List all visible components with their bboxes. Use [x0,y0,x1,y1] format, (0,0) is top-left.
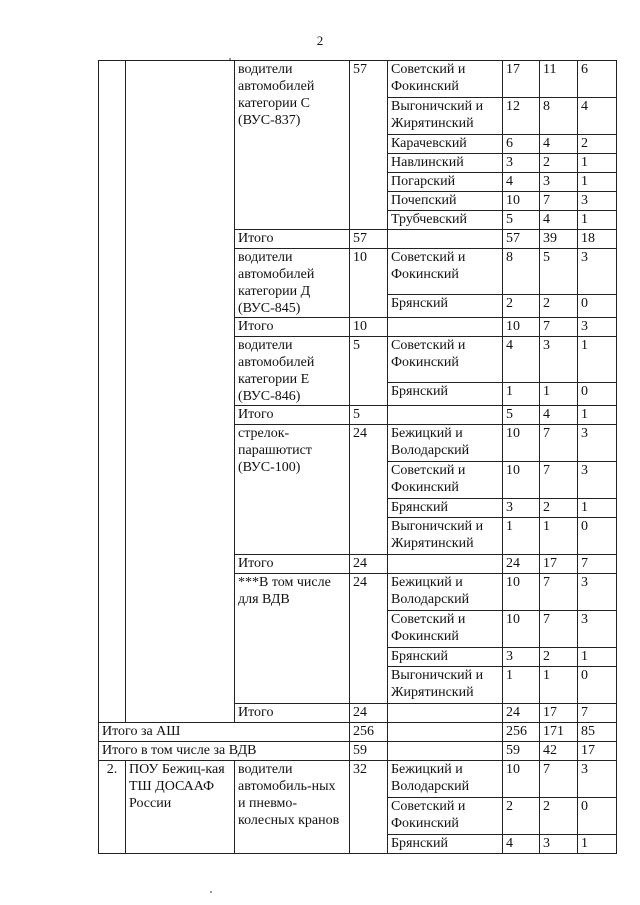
value-cell: 2 [540,294,578,317]
subtotal-count: 10 [350,318,388,337]
value-cell: 1 [578,406,617,425]
district-cell: Трубчевский [388,211,503,230]
subtotal-label: Итого [235,704,350,723]
value-cell: 0 [578,798,617,835]
value-cell: 3 [578,192,617,211]
subtotal-label: Итого [235,318,350,337]
value-cell: 7 [540,574,578,611]
value-cell: 0 [578,294,617,317]
district-cell: Бежицкий и Володарский [388,761,503,798]
category-count-cell: 32 [350,761,388,854]
subtotal-empty [388,406,503,425]
category-count-cell: 24 [350,425,388,555]
value-cell: 0 [578,382,617,405]
value-cell: 59 [503,742,540,761]
value-cell: 7 [578,704,617,723]
subtotal-count: 24 [350,555,388,574]
value-cell: 3 [578,574,617,611]
value-cell: 3 [578,425,617,462]
value-cell: 10 [503,574,540,611]
district-cell: Выгоничский и Жирятинский [388,518,503,555]
value-cell: 5 [503,406,540,425]
table-row [99,61,617,98]
value-cell: 1 [578,154,617,173]
category-count-cell: 57 [350,61,388,230]
organization-cell: ПОУ Бежиц-кая ТШ ДОСААФ России [126,761,235,854]
grand-total-row [99,723,617,742]
value-cell: 2 [540,154,578,173]
row-number-cell: 2. [99,761,126,854]
subtotal-count: 24 [350,704,388,723]
table-row [99,761,617,798]
subtotal-label: Итого [235,230,350,249]
value-cell: 0 [578,667,617,704]
value-cell: 7 [540,462,578,499]
value-cell: 1 [540,518,578,555]
value-cell: 171 [540,723,578,742]
district-cell: Карачевский [388,135,503,154]
district-cell: Выгоничский и Жирятинский [388,667,503,704]
value-cell: 3 [578,249,617,295]
value-cell: 3 [503,648,540,667]
grand-total-count: 256 [350,723,388,742]
value-cell: 10 [503,192,540,211]
value-cell: 1 [578,499,617,518]
subtotal-empty [388,704,503,723]
value-cell: 18 [578,230,617,249]
row-number-cell [99,61,126,723]
value-cell: 7 [540,425,578,462]
value-cell: 4 [578,98,617,135]
value-cell: 3 [503,154,540,173]
value-cell: 8 [540,98,578,135]
value-cell: 8 [503,249,540,295]
distribution-table [98,60,617,854]
district-cell: Советский и Фокинский [388,611,503,648]
value-cell: 2 [578,135,617,154]
subtotal-empty [388,318,503,337]
district-cell: Брянский [388,382,503,405]
district-cell: Советский и Фокинский [388,462,503,499]
value-cell: 3 [540,173,578,192]
value-cell: 24 [503,555,540,574]
value-cell: 3 [578,761,617,798]
value-cell: 3 [503,499,540,518]
district-cell: Советский и Фокинский [388,798,503,835]
district-cell: Советский и Фокинский [388,337,503,383]
value-cell: 7 [578,555,617,574]
subtotal-empty [388,555,503,574]
grand-total-empty [388,742,503,761]
value-cell: 1 [578,173,617,192]
grand-total-row [99,742,617,761]
subtotal-count: 5 [350,406,388,425]
value-cell: 7 [540,318,578,337]
value-cell: 2 [540,798,578,835]
district-cell: Погарский [388,173,503,192]
district-cell: Советский и Фокинский [388,249,503,295]
value-cell: 7 [540,611,578,648]
district-cell: Бежицкий и Володарский [388,574,503,611]
value-cell: 4 [503,835,540,854]
value-cell: 17 [503,61,540,98]
value-cell: 7 [540,761,578,798]
value-cell: 85 [578,723,617,742]
value-cell: 4 [540,406,578,425]
category-count-cell: 24 [350,574,388,704]
value-cell: 3 [578,462,617,499]
value-cell: 3 [540,835,578,854]
value-cell: 1 [540,382,578,405]
value-cell: 2 [540,648,578,667]
value-cell: 256 [503,723,540,742]
category-cell: водители автомобилей категории Д (ВУС-845) [235,249,350,318]
category-cell: ***В том числе для ВДВ [235,574,350,704]
value-cell: 5 [540,249,578,295]
value-cell: 6 [578,61,617,98]
district-cell: Навлинский [388,154,503,173]
value-cell: 4 [503,173,540,192]
value-cell: 4 [503,337,540,383]
district-cell: Бежицкий и Володарский [388,425,503,462]
value-cell: 1 [503,518,540,555]
district-cell: Брянский [388,294,503,317]
value-cell: 7 [540,192,578,211]
value-cell: 1 [503,667,540,704]
value-cell: 17 [578,742,617,761]
grand-total-label: Итого за АШ [99,723,350,742]
value-cell: 10 [503,611,540,648]
subtotal-count: 57 [350,230,388,249]
page-number: 2 [316,33,324,48]
subtotal-empty [388,230,503,249]
value-cell: 0 [578,518,617,555]
district-cell: Брянский [388,835,503,854]
subtotal-label: Итого [235,406,350,425]
value-cell: 3 [540,337,578,383]
value-cell: 39 [540,230,578,249]
value-cell: 2 [540,499,578,518]
category-cell: водители автомобилей категории С (ВУС-837) [235,61,350,230]
category-count-cell: 5 [350,337,388,406]
value-cell: 1 [578,835,617,854]
value-cell: 10 [503,761,540,798]
value-cell: 24 [503,704,540,723]
district-cell: Советский и Фокинский [388,61,503,98]
grand-total-label: Итого в том числе за ВДВ [99,742,350,761]
value-cell: 10 [503,462,540,499]
value-cell: 4 [540,211,578,230]
value-cell: 6 [503,135,540,154]
subtotal-label: Итого [235,555,350,574]
value-cell: 3 [578,611,617,648]
grand-total-count: 59 [350,742,388,761]
organization-cell [126,61,235,723]
value-cell: 11 [540,61,578,98]
value-cell: 4 [540,135,578,154]
value-cell: 10 [503,318,540,337]
category-count-cell: 10 [350,249,388,318]
value-cell: 1 [578,648,617,667]
value-cell: 1 [540,667,578,704]
category-cell: стрелок-парашютист (ВУС-100) [235,425,350,555]
value-cell: 2 [503,294,540,317]
value-cell: 17 [540,704,578,723]
value-cell: 1 [578,337,617,383]
value-cell: 17 [540,555,578,574]
grand-total-empty [388,723,503,742]
value-cell: 2 [503,798,540,835]
category-cell: водители автомобиль-ных и пневмо-колесных кранов [235,761,350,854]
district-cell: Брянский [388,499,503,518]
scan-speck [210,891,212,893]
value-cell: 1 [503,382,540,405]
district-cell: Брянский [388,648,503,667]
value-cell: 1 [578,211,617,230]
value-cell: 57 [503,230,540,249]
category-cell: водители автомобилей категории Е (ВУС-846) [235,337,350,406]
value-cell: 3 [578,318,617,337]
value-cell: 12 [503,98,540,135]
district-cell: Почепский [388,192,503,211]
value-cell: 42 [540,742,578,761]
value-cell: 10 [503,425,540,462]
value-cell: 5 [503,211,540,230]
district-cell: Выгоничский и Жирятинский [388,98,503,135]
